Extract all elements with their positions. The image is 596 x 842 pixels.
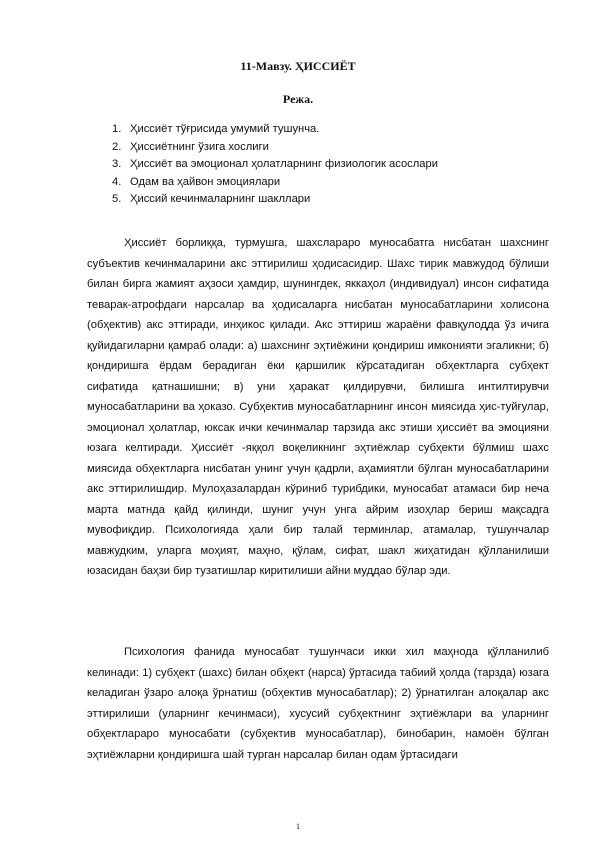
plan-item: 2. Ҳиссиётнинг ўзига хослиги — [112, 140, 269, 153]
body-paragraph: Психология фанида муносабат тушунчаси икки хил маҳнода қўлланилиб келинади: 1) субҳект (шахс) билан обҳект (нарса) ўртасида табиий ҳолда (тарзда) юзага келадиган ўзаро алоқа ўрнатиш (обҳектив муносабатлар); 2) ўрнатилган алоқалар акс эттирилиши (уларнинг кечинмаси), хусусий субҳектнинг эҳтиёжлари ва уларнинг обҳектлараро муносабати (субҳектив муносабатлар), бинобарин, намоён бўлган эҳтиёжларни қондиришга шай турган нарсалар билан одам ўртасидаги — [87, 646, 549, 761]
plan-item: 5. Ҳиссий кечинмаларнинг шакллари — [112, 193, 311, 206]
page-number: 1 — [296, 822, 300, 831]
plan-item: 4. Одам ва ҳайвон эмоциялари — [112, 175, 281, 188]
plan-item: 3. Ҳиссиёт ва эмоционал ҳолатларнинг физиологик асослари — [112, 158, 438, 171]
plan-list — [112, 121, 438, 209]
lecture-title: 11-Мавзу. ҲИССИЁТ — [240, 59, 356, 73]
plan-heading: Режа. — [282, 92, 314, 106]
body-paragraph: Ҳиссиёт борлиққа, турмушга, шахслараро муносабатга нисбатан шахснинг субъектив кечинмаларини акс эттирилиш ҳодисасидир. Шахс тирик мавжудод бўлиши билан бирга жамият аҳзоси ҳамдир, шунингдек, яккаҳол (индивидуал) инсон сифатида теварак-атрофдаги нарсалар ва ҳодисаларга нисбатан муносабатларини холисона (обҳектив) акс эттиради, инҳикос қилади. Акс эттириш жараёни фавқулодда ўз ичига қуйидагиларни қамраб олади: а) шахснинг эҳтиёжини қондириш имконияти эгаликни; б) қондиришга ёрдам берадиган ёки қаршилик кўрсатадиган обҳектларга субҳект сифатида қатнашишни; в) уни ҳаракат қилдирувчи, билишга интилтирувчи муносабатларини ва ҳоказо. Субҳектив муносабатларнинг инсон миясида ҳис-туйғулар, эмоционал ҳолатлар, юксак ички кечинмалар тарзида акс этиши ҳиссиёт ва эмоцияни юзага келтиради. Ҳиссиёт -яққол воқеликнинг эҳтиёжлар субҳекти бўлмиш шахс миясида обҳектларга нисбатан унинг учун қадрли, аҳамиятли бўлган муносабатларини акс эттирилишдир. Мулоҳазалардан кўриниб турибдики, муносабат атамаси бир неча марта матнда қайд қилинди, шуниг учун унга айрим изоҳлар бериш мақсадга мувофиқдир. Психологияда ҳали бир талай терминлар, атамалар, тушунчалар мавжудким, уларга моҳият, маҳно, қўлам, сифат, шакл жиҳатидан қўлланилиши юзасидан баҳзи бир тузатишлар киритилиши айни муддао бўлар эди. — [87, 237, 549, 577]
plan-item: 1. Ҳиссиёт тўғрисида умумий тушунча. — [112, 123, 320, 135]
